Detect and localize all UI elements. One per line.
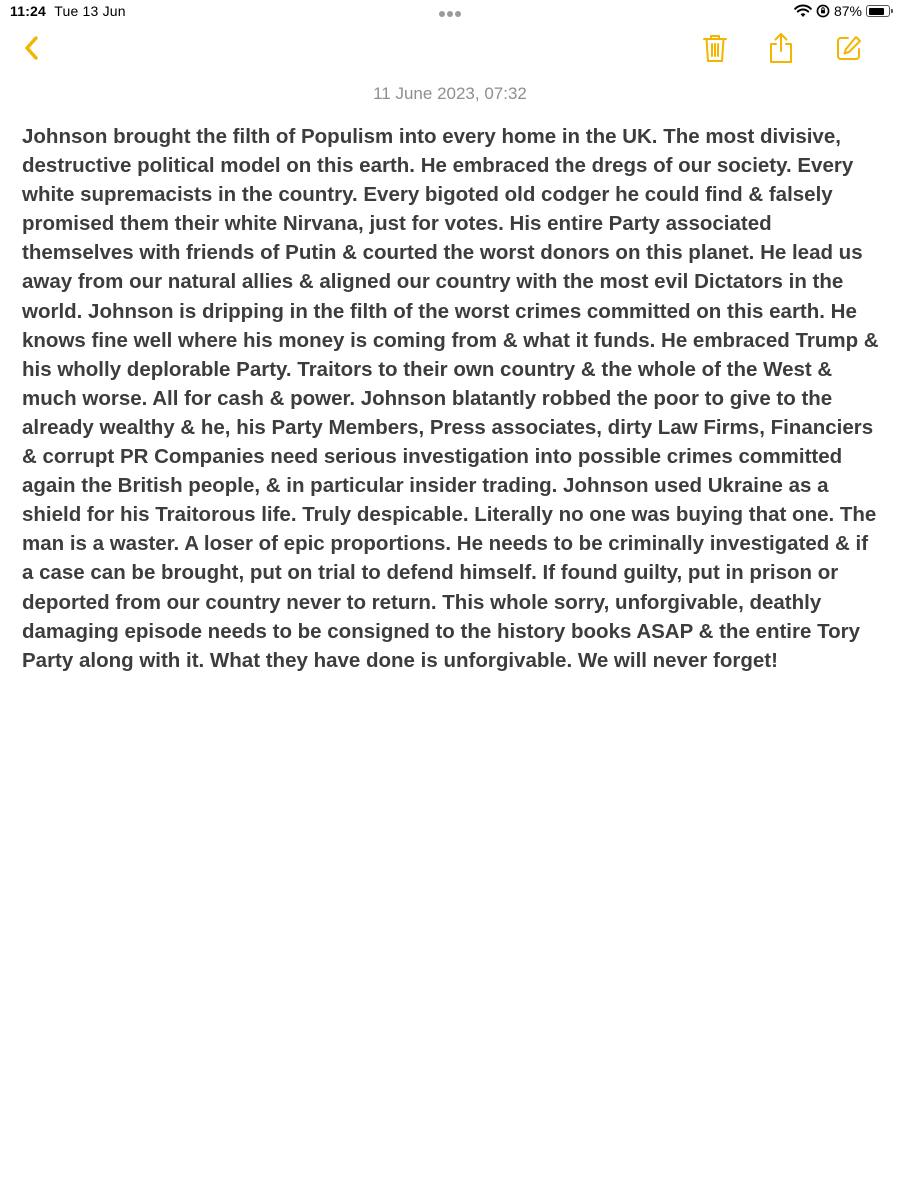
battery-fill [869, 8, 885, 15]
status-bar [0, 0, 900, 26]
battery-tip [891, 9, 893, 13]
battery-icon [866, 5, 890, 17]
note-body[interactable]: Johnson brought the filth of Populism into every home in the UK. The most divisive, destructive political model on this earth. He embraced the dregs of our society. Every white supremacists in the country. Every bigoted old codger he could find & falsely promised them their white Nirvana, just for votes. His entire Party associated themselves with friends of Putin & courted the worst donors on this planet. He lead us away from our natural allies & aligned our country with the most evil Dictators in the world. Johnson is dripping in the filth of the worst crimes committed on this earth. He knows fine well where his money is coming from & what it funds. He embraced Trump & his wholly deplorable Party. Traitors to their own country & the whole of the West & much worse. All for cash & power. Johnson blatantly robbed the poor to give to the already wealthy & he, his Party Members, Press associates, dirty Law Firms, Financiers & corrupt PR Companies need serious investigation into possible crimes committed again the British people, & in particular insider trading. Johnson used Ukraine as a shield for his Traitorous life. Truly despicable. Literally no one was buying that one. The man is a waster. A loser of epic proportions. He needs to be criminally investigated & if a case can be brought, put on trial to defend himself. If found guilty, put in prison or deported from our country never to return. This whole sorry, unforgivable, deathly damaging episode needs to be consigned to the history books ASAP & the entire Tory Party along with it. What they have done is unforgivable. We will never forget! [22, 125, 879, 672]
share-icon [767, 31, 795, 70]
back-button[interactable] [14, 32, 50, 68]
status-clock: 11:24 [10, 3, 47, 19]
delete-note-button[interactable] [697, 32, 733, 68]
wifi-icon [794, 4, 812, 18]
note-date: 11 June 2023, 07:32 [373, 84, 527, 103]
compose-button[interactable] [831, 32, 867, 68]
status-time [10, 3, 126, 19]
status-right [794, 3, 890, 19]
compose-icon [834, 33, 864, 68]
chevron-left-icon [21, 34, 43, 67]
share-button[interactable] [763, 32, 799, 68]
orientation-lock-icon [816, 4, 830, 18]
multitasking-dots-icon[interactable] [437, 5, 463, 21]
status-date: Tue 13 Jun [54, 3, 126, 19]
trash-icon [701, 32, 729, 69]
battery-percent: 87% [833, 3, 862, 19]
